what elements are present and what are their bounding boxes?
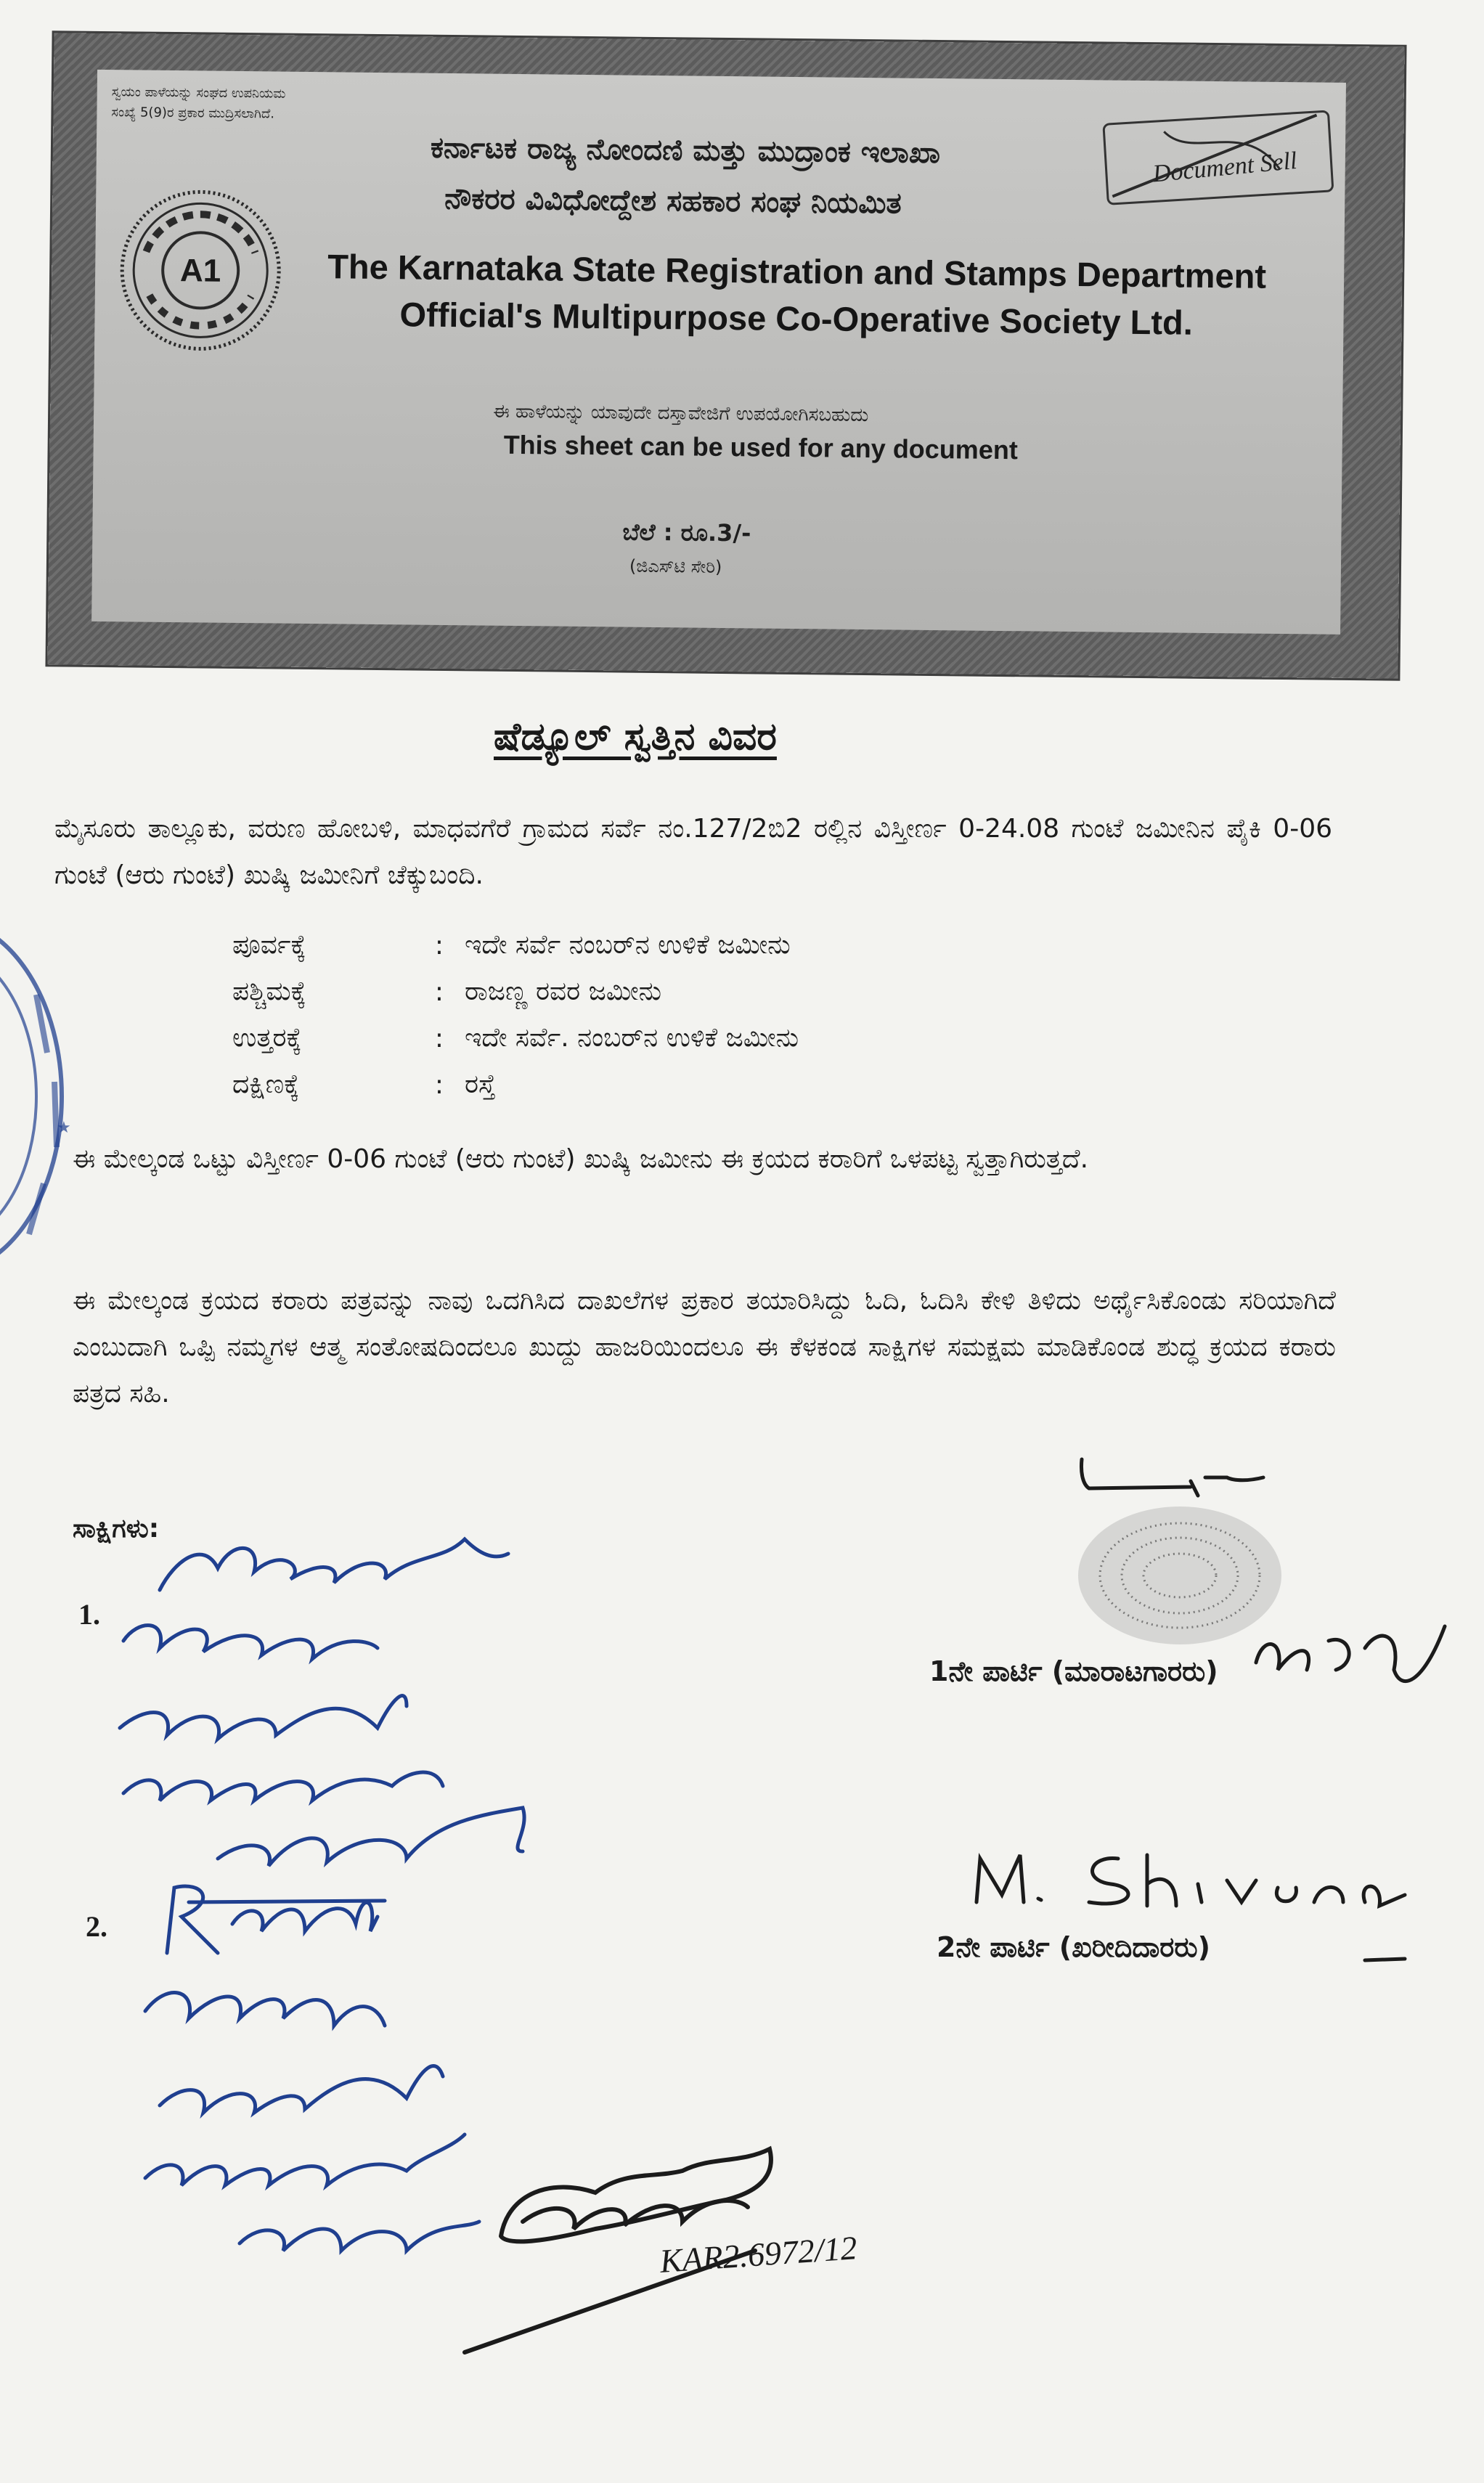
society-name-kannada: ನೌಕರರ ವಿವಿಧೋದ್ದೇಶ ಸಹಕಾರ ಸಂಘ ನಿಯಮಿತ (444, 182, 902, 221)
svg-text:★: ★ (57, 1119, 71, 1137)
usage-note-kannada: ಈ ಹಾಳೆಯನ್ನು ಯಾವುದೇ ದಸ್ತಾವೇಜಿಗೆ ಉಪಯೋಗಿಸಬಹುದು (493, 400, 869, 427)
corner-stamp-text: Document Sell (1151, 147, 1299, 188)
stamp-gst-note: (ಜಿಎಸ್‌ಟಿ ಸೇರಿ) (629, 555, 722, 577)
witness-2-number: 2. (86, 1910, 107, 1943)
witness-1-number: 1. (78, 1598, 100, 1631)
society-name-english: Official's Multipurpose Co-Operative Society Ltd. (399, 295, 1194, 342)
stamp-note-line1: ಸ್ವಯಂ ಪಾಳೆಯನ್ನು ಸಂಘದ ಉಪನಿಯಮ (111, 84, 286, 102)
thumb-impression-icon (1078, 1506, 1281, 1644)
boundary-direction: ಪಶ್ಚಿಮಕ್ಕೆ (232, 977, 306, 1006)
advocate-enrolment-number: KAR2.6972/12 (659, 2229, 859, 2280)
boundary-value: ಇದೇ ಸರ್ವೆ. ನಂಬರ್‌ನ ಉಳಿಕೆ ಜಮೀನು (465, 1023, 799, 1053)
boundary-value: ರಾಜಣ್ಣ ರವರ ಜಮೀನು (465, 977, 662, 1006)
usage-note-english: This sheet can be used for any document (503, 429, 1019, 465)
party-1-signature (1256, 1626, 1445, 1681)
boundary-colon: : (434, 930, 444, 961)
party-2-label: 2ನೇ ಪಾರ್ಟಿ (ಖರೀದಿದಾರರು) (937, 1931, 1210, 1963)
stamp-note-line2: ಸಂಖ್ಯೆ 5(9)ರ ಪ್ರಕಾರ ಮುದ್ರಿಸಲಾಗಿದೆ. (111, 105, 275, 122)
boundary-value: ರಸ್ತೆ (465, 1069, 496, 1099)
boundary-colon: : (434, 977, 444, 1007)
dept-name-english: The Karnataka State Registration and Stamps Department (327, 247, 1267, 295)
boundary-direction: ದಕ್ಷಿಣಕ್ಕೆ (232, 1069, 300, 1099)
boundary-value: ಇದೇ ಸರ್ವೆ ನಂಬರ್‌ನ ಉಳಿಕೆ ಜಮೀನು (465, 930, 791, 960)
property-extent-paragraph: ಈ ಮೇಲ್ಕಂಡ ಒಟ್ಟು ವಿಸ್ತೀರ್ಣ 0-06 ಗುಂಟೆ (ಆರು ಗುಂಟೆ) ಖುಷ್ಕಿ ಜಮೀನು ಈ ಕ್ರಯದ ಕರಾರಿಗೆ ಒಳಪಟ್ಟ ಸ್ವತ್ತಾಗಿರುತ್ತದೆ. (73, 1144, 1089, 1174)
boundary-colon: : (434, 1069, 444, 1100)
schedule-intro-paragraph: ಮೈಸೂರು ತಾಲ್ಲೂಕು, ವರುಣ ಹೋಬಳಿ, ಮಾಧವಗೆರೆ ಗ್ರಾಮದ ಸರ್ವೆ ನಂ.127/2ಬಿ2 ರಲ್ಲಿನ ವಿಸ್ತೀರ್ಣ 0-24.08 ಗುಂಟೆ ಜಮೀನಿನ ಪೈಕಿ 0-06 ಗುಂಟೆ (ಆರು ಗುಂಟೆ) ಖುಷ್ಕಿ ಜಮೀನಿಗೆ ಚೆಕ್ಕುಬಂದಿ. (54, 814, 1332, 890)
party-2-signature (977, 1855, 1405, 1960)
stamp-price: ಬೆಲೆ : ರೂ.3/- (622, 518, 751, 547)
witness-1-signature (120, 1539, 524, 1866)
boundary-colon: : (434, 1023, 444, 1053)
boundary-direction: ಉತ್ತರಕ್ಕೆ (232, 1023, 302, 1053)
dept-name-kannada: ಕರ್ನಾಟಕ ರಾಜ್ಯ ನೋಂದಣಿ ಮತ್ತು ಮುದ್ರಾಂಕ ಇಲಾಖಾ (430, 131, 941, 171)
witness-2-signature (145, 1886, 479, 2251)
boundary-direction: ಪೂರ್ವಕ್ಕೆ (232, 930, 306, 960)
declaration-paragraph: ಈ ಮೇಲ್ಕಂಡ ಕ್ರಯದ ಕರಾರು ಪತ್ರವನ್ನು ನಾವು ಒದಗಿಸಿದ ದಾಖಲೆಗಳ ಪ್ರಕಾರ ತಯಾರಿಸಿದ್ದು ಓದಿ, ಓದಿಸಿ ಕೇಳಿ ತಿಳಿದು ಅರ್ಥೈಸಿಕೊಂಡು ಸರಿಯಾಗಿದೆ ಎಂಬುದಾಗಿ ಒಪ್ಪಿ ನಮ್ಮಗಳ ಆತ್ಮ ಸಂತೋಷದಿಂದಲೂ ಖುದ್ದು ಹಾಜರಿಯಿಂದಲೂ ಈ ಕೆಳಕಂಡ ಸಾಕ್ಷಿಗಳ ಸಮಕ್ಷಮ ಮಾಡಿಕೊಂಡ ಶುದ್ಧ ಕ್ರಯದ ಕರಾರು ಪತ್ರದ ಸಹಿ. (73, 1286, 1336, 1408)
seal-code: A1 (179, 253, 221, 289)
party-1-initial-signature (1081, 1459, 1263, 1496)
document-title: ಷೆಡ್ಯೂಲ್ ಸ್ವತ್ತಿನ ವಿವರ (494, 715, 777, 759)
witnesses-label: ಸಾಕ್ಷಿಗಳು: (73, 1514, 160, 1544)
party-1-label: 1ನೇ ಪಾರ್ಟಿ (ಮಾರಾಟಗಾರರು) (929, 1655, 1218, 1687)
